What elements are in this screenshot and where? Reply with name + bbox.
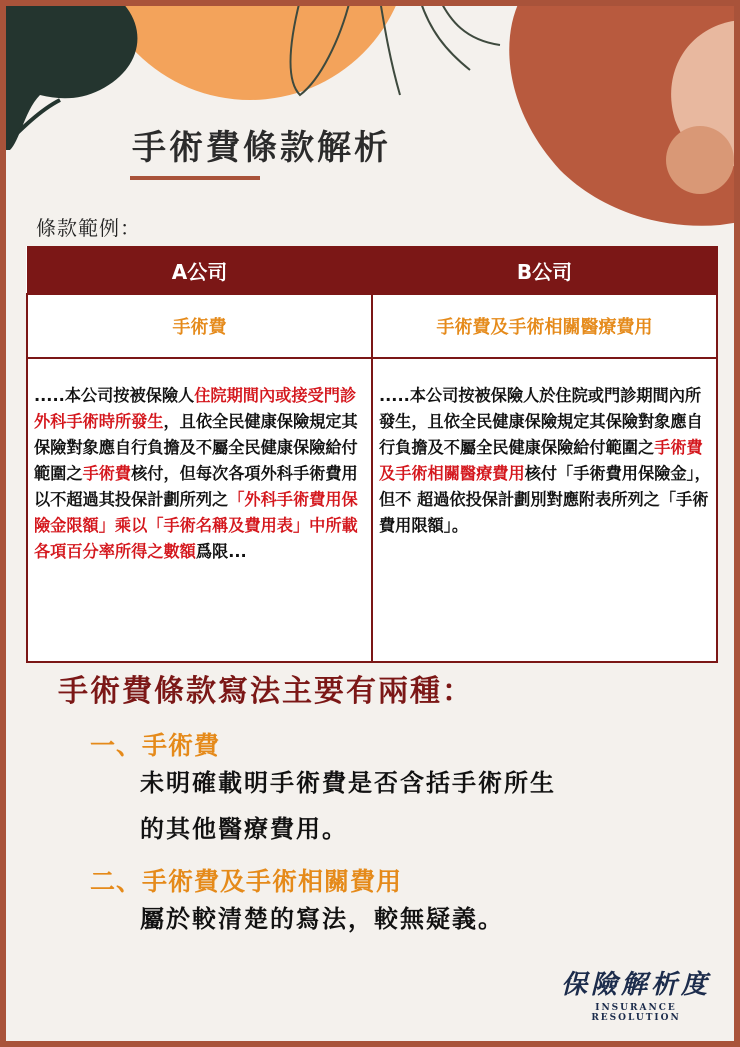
summary-line: 的其他醫療費用。	[140, 815, 348, 843]
clause-segment: .....本公司按被保險人	[34, 386, 195, 405]
clause-segment: .....本公司按被保險人於住院或門診期間內所發生，且依全民健康保險規定其保險對象應自行負擔及不屬全民健康保險給付範圍之	[379, 386, 703, 457]
clause-text-company-b	[372, 358, 717, 662]
subheader-company-b: 手術費及手術相關醫療費用	[372, 294, 717, 358]
summary-item-2-label: 二、手術費及手術相關費用	[90, 867, 403, 896]
logo-sub-text: INSURANCE RESOLUTION	[591, 1003, 681, 1023]
clause-text-company-a	[27, 358, 372, 662]
clause-segment: 核付「手術費用保險金」，但不 超過依投保計劃別對應附表所列之「手術費用限額」。	[379, 464, 711, 535]
clause-comparison-table	[26, 246, 718, 663]
logo-main-text: 保險解析度	[560, 970, 711, 1000]
clause-segment: ，且依全民健康保險規定其保險對象應自行負擔及不屬全民健康保險給付範圍之	[34, 412, 358, 483]
summary-item-1-text	[140, 760, 556, 852]
subheader-company-a: 手術費	[27, 294, 372, 358]
summary-line: 未明確載明手術費是否含括手術所生	[140, 769, 556, 797]
clause-highlight: 手術費	[82, 464, 132, 483]
header-company-b: B公司	[372, 247, 717, 295]
title-underline	[130, 176, 260, 180]
clause-highlight: 「外科手術費用保險金限額」乘以「手術名稱及費用表」中所載各項百分率所得之數額	[34, 490, 358, 561]
summary-line: 屬於較清楚的寫法，較無疑義。	[140, 905, 504, 933]
summary-item-1-label: 一、手術費	[90, 731, 221, 760]
summary-item-2-text	[140, 896, 504, 942]
clause-highlight: 住院期間內或接受門診外科手術時所發生	[34, 386, 357, 431]
header-company-a: A公司	[27, 247, 372, 295]
page-title: 手術費條款解析	[132, 128, 391, 168]
brand-logo	[556, 964, 716, 1023]
orange-circle-shape	[90, 0, 410, 100]
summary-heading: 手術費條款寫法主要有兩種：	[58, 674, 474, 709]
clause-segment: 核付，但每次各項外科手術費用以不超過其投保計劃所列之	[34, 464, 358, 509]
clause-segment: 爲限...	[195, 542, 247, 561]
clause-highlight: 手術費及手術相關醫療費用	[379, 438, 703, 483]
example-label: 條款範例：	[36, 216, 141, 240]
